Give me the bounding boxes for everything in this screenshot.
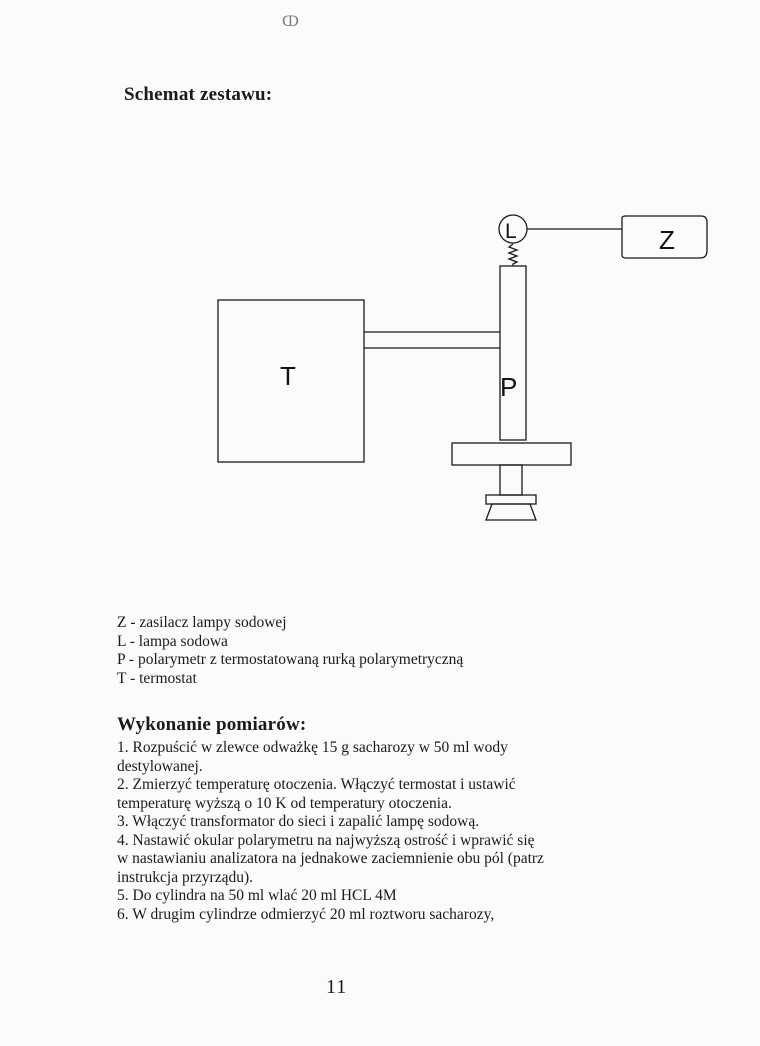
scan-mark: ↀ (282, 15, 299, 30)
step-line: temperaturę wyższą o 10 K od temperatury otoczenia. (117, 794, 452, 812)
page-number: 11 (326, 976, 348, 998)
label-thermostat: T (280, 361, 296, 391)
legend (117, 614, 463, 688)
step-line: 1. Rozpuścić w zlewce odważkę 15 g sacharozy w 50 ml wody (117, 739, 508, 756)
thermostat-box (218, 300, 364, 462)
section-title-wykonanie: Wykonanie pomiarów: (117, 714, 307, 735)
sodium-lamp (499, 215, 527, 243)
label-polarimeter: P (500, 372, 518, 402)
polarimeter-tube (500, 266, 526, 440)
eyepiece (486, 504, 536, 520)
step-line: 6. W drugim cylindrze odmierzyć 20 ml roztworu sacharozy, (117, 905, 495, 923)
step-line: instrukcja przyrządu). (117, 868, 253, 886)
legend-item: P - polarymetr z termostatowaną rurką polarymetryczną (117, 651, 464, 668)
procedure-steps (117, 739, 544, 924)
step-line: destylowanej. (117, 757, 203, 775)
power-supply-box (622, 216, 707, 258)
legend-item: Z - zasilacz lampy sodowej (117, 614, 287, 631)
section-title-schemat: Schemat zestawu: (124, 84, 273, 105)
polarimeter-base (452, 443, 571, 465)
eyepiece-collar (486, 495, 536, 504)
lamp-spring (509, 244, 517, 266)
step-line: 4. Nastawić okular polarymetru na najwyższą ostrość i wprawić się (117, 831, 535, 849)
step-line: 3. Włączyć transformator do sieci i zapalić lampę sodową. (117, 813, 480, 830)
polarimeter-stem (500, 465, 522, 495)
step-line: 2. Zmierzyć temperaturę otoczenia. Włączyć termostat i ustawić (117, 776, 516, 793)
step-line: w nastawianiu analizatora na jednakowe zaciemnienie obu pól (patrz (117, 850, 544, 867)
legend-item: L - lampa sodowa (117, 632, 228, 650)
label-lamp: L (505, 220, 517, 243)
legend-item: T - termostat (117, 669, 197, 687)
step-line: 5. Do cylindra na 50 ml wlać 20 ml HCL 4M (117, 887, 397, 904)
label-power-supply: Z (659, 225, 675, 255)
